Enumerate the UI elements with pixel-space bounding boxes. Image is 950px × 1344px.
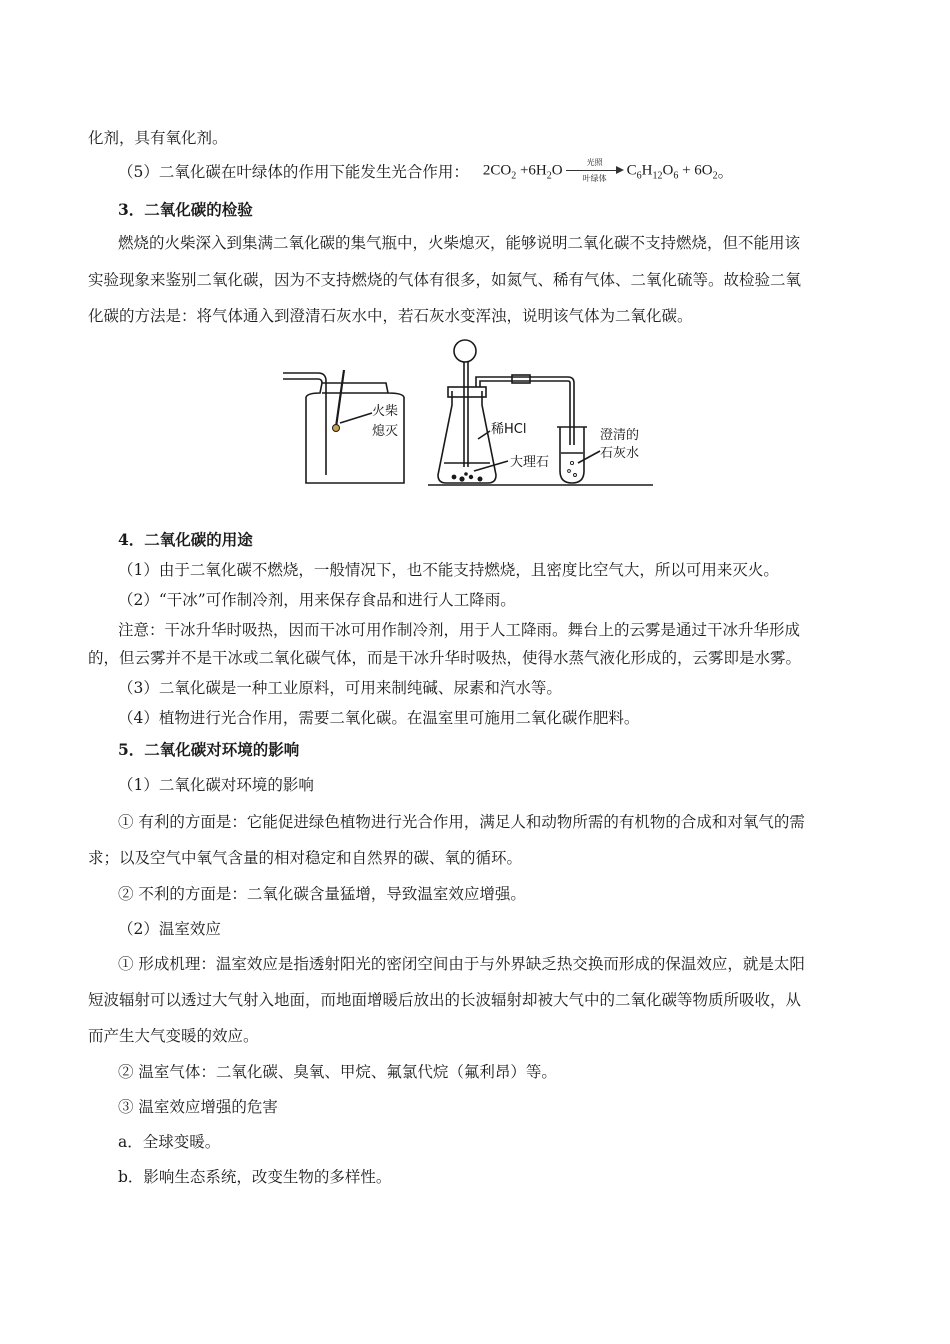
figure-label-limewater-1: 澄清的 bbox=[600, 428, 640, 443]
reaction-arrow: 光照 叶绿体 bbox=[566, 160, 624, 182]
photosynthesis-text: （5）二氧化碳在叶绿体的作用下能发生光合作用： bbox=[118, 163, 469, 182]
figure-label-hcl: 稀HCl bbox=[491, 422, 527, 437]
co2-test-apparatus-figure bbox=[278, 335, 658, 495]
paragraph-line: （1）由于二氧化碳不燃烧，一般情况下，也不能支持燃烧，且密度比空气大，所以可用来灭火。 bbox=[118, 561, 779, 579]
paragraph-line: ① 有利的方面是：它能促进绿色植物进行光合作用，满足人和动物所需的有机物的合成和对氧气的需 bbox=[118, 813, 805, 831]
paragraph-line: a．全球变暖。 bbox=[118, 1133, 221, 1151]
section-heading-3: 3．二氧化碳的检验 bbox=[118, 200, 253, 219]
figure-label-match: 火柴 bbox=[372, 404, 399, 419]
paragraph-line: （4）植物进行光合作用，需要二氧化碳。在温室里可施用二氧化碳作肥料。 bbox=[118, 709, 640, 727]
figure-label-out: 熄灭 bbox=[372, 424, 399, 439]
paragraph-line: b．影响生态系统，改变生物的多样性。 bbox=[118, 1168, 392, 1186]
paragraph-line: 而产生大气变暖的效应。 bbox=[88, 1027, 259, 1045]
paragraph-line: 注意：干冰升华时吸热，因而干冰可用作制冷剂，用于人工降雨。舞台上的云雾是通过干冰升华形成 bbox=[118, 621, 801, 639]
paragraph-line: ② 温室气体：二氧化碳、臭氧、甲烷、氟氯代烷（氟利昂）等。 bbox=[118, 1063, 557, 1081]
paragraph-line: ① 形成机理：温室效应是指透射阳光的密闭空间由于与外界缺乏热交换而形成的保温效应，就是太阳 bbox=[118, 955, 805, 973]
paragraph-line: 实验现象来鉴别二氧化碳，因为不支持燃烧的气体有很多，如氮气、稀有气体、二氧化硫等。故检验二氧 bbox=[88, 271, 802, 289]
paragraph-line: ③ 温室效应增强的危害 bbox=[118, 1098, 278, 1116]
section-heading-4: 4．二氧化碳的用途 bbox=[118, 530, 253, 549]
photosynthesis-equation: $2CO_2 +6H_2O$ 光照 叶绿体 $C_6H_{12}O_6 + 6O_2$ bbox=[482, 158, 718, 183]
paragraph-line: （2）“干冰”可作制冷剂，用来保存食品和进行人工降雨。 bbox=[118, 591, 516, 609]
photosynthesis-line: （5）二氧化碳在叶绿体的作用下能发生光合作用： $2CO_2 +6H_2O$ 光照 叶绿体 $C_6H_{12}O_6 + 6O_2$。 bbox=[118, 160, 898, 186]
figure-label-limewater-2: 石灰水 bbox=[600, 446, 640, 461]
paragraph-line: （3）二氧化碳是一种工业原料，可用来制纯碱、尿素和汽水等。 bbox=[118, 679, 562, 697]
paragraph-line: ② 不利的方面是：二氧化碳含量猛增，导致温室效应增强。 bbox=[118, 885, 526, 903]
paragraph-line: （1）二氧化碳对环境的影响 bbox=[118, 776, 314, 794]
paragraph-line: 燃烧的火柴深入到集满二氧化碳的集气瓶中，火柴熄灭，能够说明二氧化碳不支持燃烧，但不能用该 bbox=[118, 234, 801, 252]
paragraph-line: （2）温室效应 bbox=[118, 920, 221, 938]
paragraph-line: 化碳的方法是：将气体通入到澄清石灰水中，若石灰水变浑浊，说明该气体为二氧化碳。 bbox=[88, 307, 693, 325]
paragraph-line: 化剂，具有氧化剂。 bbox=[88, 129, 228, 147]
paragraph-line: 短波辐射可以透过大气射入地面，而地面增暖后放出的长波辐射却被大气中的二氧化碳等物质所吸收，从 bbox=[88, 991, 802, 1009]
paragraph-line: 的，但云雾并不是干冰或二氧化碳气体，而是干冰升华时吸热，使得水蒸气液化形成的，云雾即是水雾。 bbox=[88, 649, 802, 667]
paragraph-line: 求；以及空气中氧气含量的相对稳定和自然界的碳、氧的循环。 bbox=[88, 849, 523, 867]
figure-label-marble: 大理石 bbox=[510, 455, 550, 470]
section-heading-5: 5．二氧化碳对环境的影响 bbox=[118, 740, 300, 759]
